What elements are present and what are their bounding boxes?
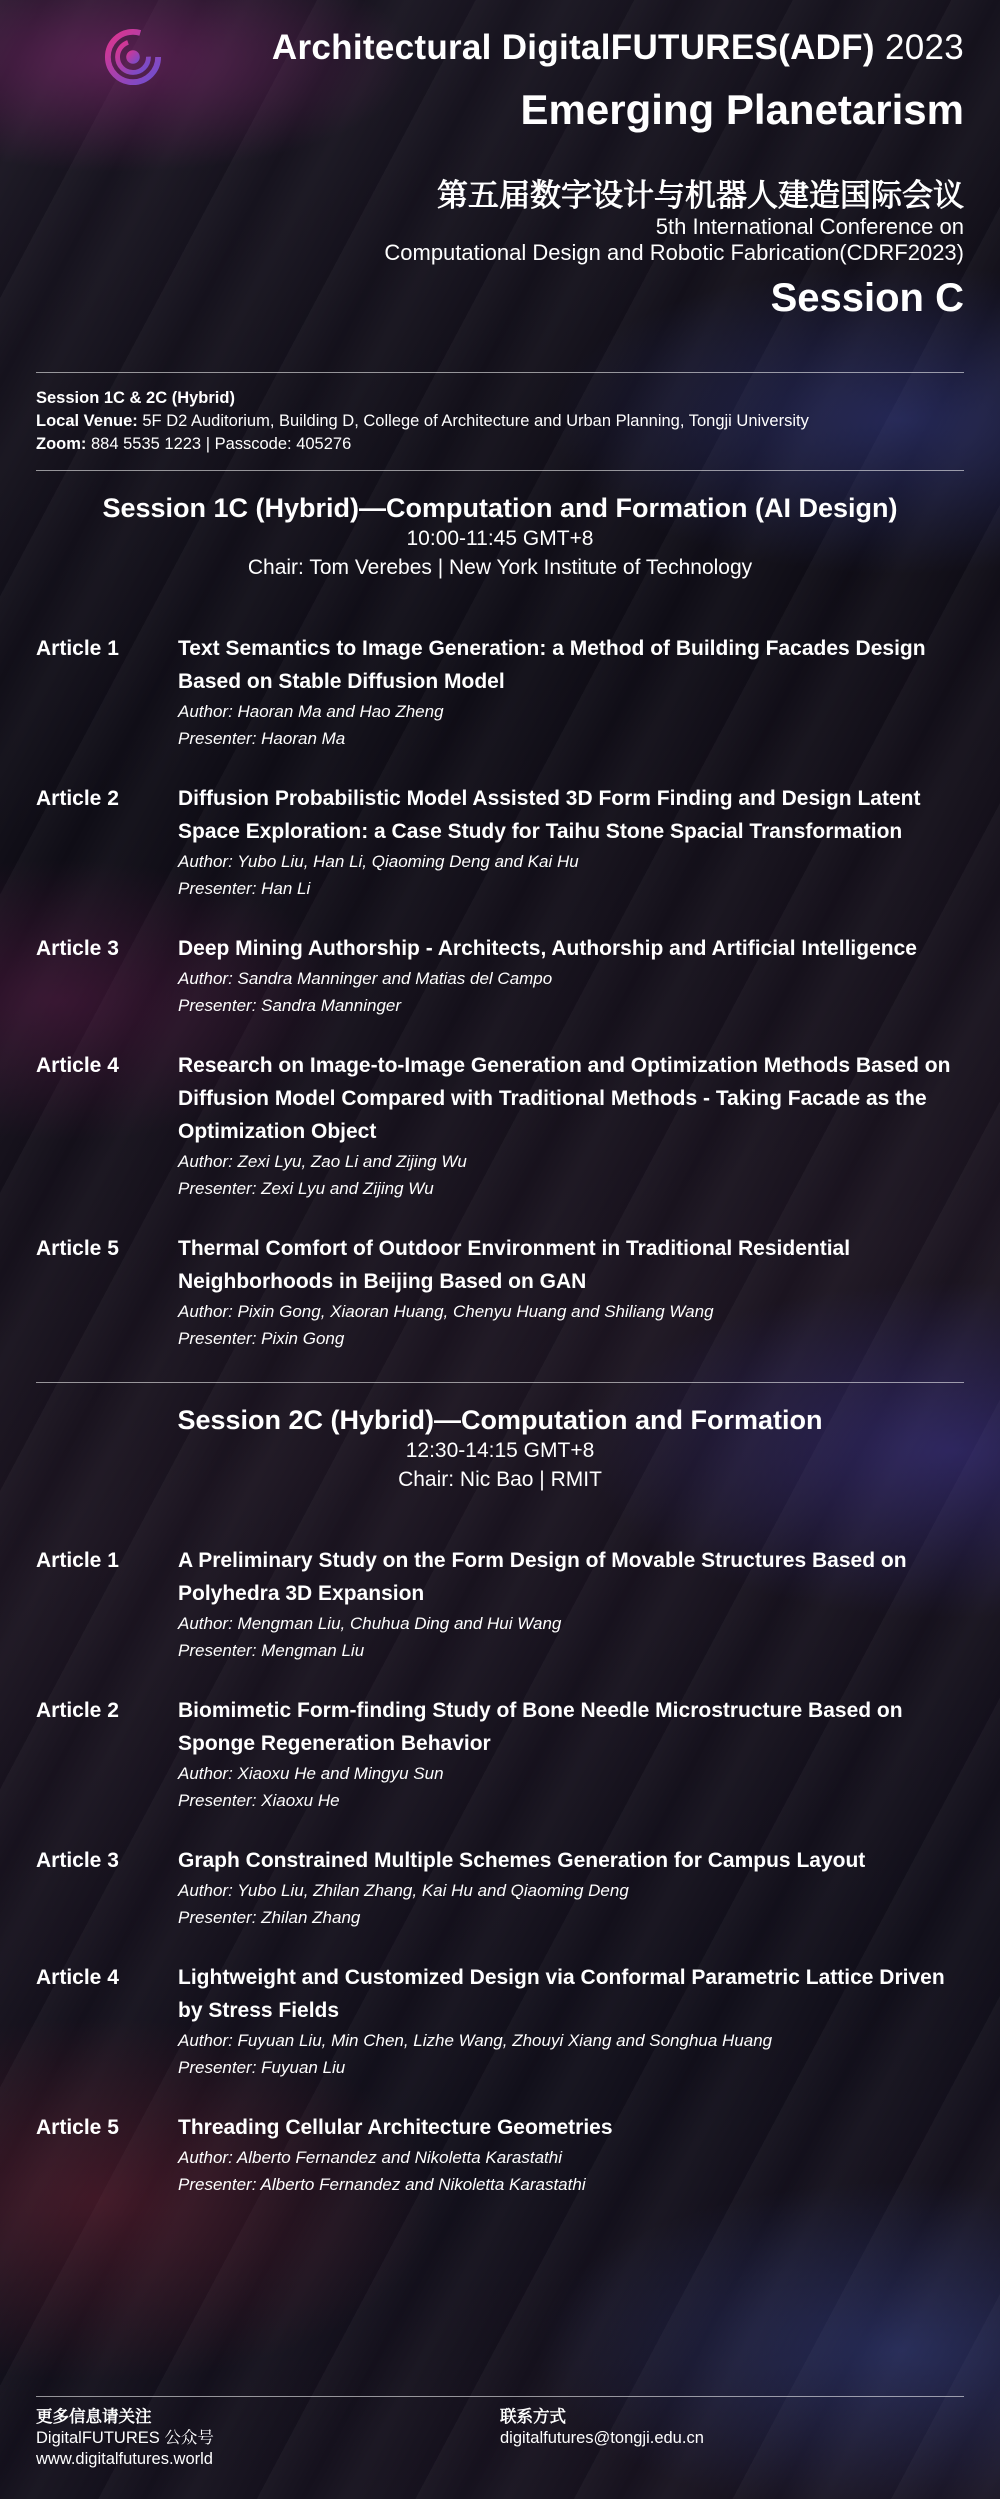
- follow-label: 更多信息请关注: [36, 2408, 152, 2426]
- divider: [36, 470, 964, 471]
- session-2c-articles: [36, 1544, 964, 2198]
- header: [36, 0, 964, 372]
- local-venue-value: 5F D2 Auditorium, Building D, College of Architecture and Urban Planning, Tongji University: [142, 412, 809, 430]
- brand-name: Architectural DigitalFUTURES(ADF): [271, 28, 875, 67]
- conference-title-cn: 第五届数字设计与机器人建造国际会议: [437, 178, 964, 213]
- local-venue-label: Local Venue:: [36, 412, 138, 430]
- article-presenter: Presenter: Pixin Gong: [178, 1329, 345, 1348]
- contact-label: 联系方式: [500, 2408, 566, 2426]
- brand-year: 2023: [884, 28, 964, 67]
- article-title: Diffusion Probabilistic Model Assisted 3D Form Finding and Design Latent Space Exploration: a Case Study for Taihu Stone Spacial Transformation: [178, 787, 921, 843]
- website-link[interactable]: www.digitalfutures.world: [36, 2450, 213, 2468]
- article-presenter: Presenter: Alberto Fernandez and Nikoletta Karastathi: [178, 2175, 586, 2194]
- theme-title: Emerging Planetarism: [520, 86, 964, 133]
- article-title: Graph Constrained Multiple Schemes Generation for Campus Layout: [178, 1849, 866, 1872]
- article-item: [36, 1694, 964, 1814]
- session-title: Session 2C (Hybrid)—Computation and Formation: [177, 1405, 823, 1435]
- article-author: Author: Yubo Liu, Han Li, Qiaoming Deng and Kai Hu: [178, 852, 579, 871]
- article-number: Article 4: [36, 1966, 119, 1989]
- article-number: Article 1: [36, 1549, 119, 1572]
- contact-info: [500, 2407, 964, 2470]
- session-title: Session C: [770, 276, 964, 320]
- article-item: [36, 1961, 964, 2081]
- article-author: Author: Xiaoxu He and Mingyu Sun: [178, 1764, 444, 1783]
- article-number: Article 3: [36, 937, 119, 960]
- article-title: Threading Cellular Architecture Geometries: [178, 2116, 613, 2139]
- zoom-label: Zoom:: [36, 435, 87, 453]
- article-number: Article 1: [36, 637, 119, 660]
- article-item: [36, 782, 964, 902]
- article-author: Author: Yubo Liu, Zhilan Zhang, Kai Hu and Qiaoming Deng: [178, 1881, 629, 1900]
- article-title: Thermal Comfort of Outdoor Environment in Traditional Residential Neighborhoods in Beijing Based on GAN: [178, 1237, 851, 1293]
- article-presenter: Presenter: Haoran Ma: [178, 729, 346, 748]
- wechat-account: DigitalFUTURES 公众号: [36, 2429, 214, 2447]
- article-number: Article 3: [36, 1849, 119, 1872]
- contact-email[interactable]: digitalfutures@tongji.edu.cn: [500, 2429, 704, 2447]
- zoom-value: 884 5535 1223 | Passcode: 405276: [91, 435, 352, 453]
- article-author: Author: Haoran Ma and Hao Zheng: [178, 702, 444, 721]
- article-item: [36, 1232, 964, 1352]
- session-time: 12:30-14:15 GMT+8: [405, 1439, 595, 1462]
- article-author: Author: Zexi Lyu, Zao Li and Zijing Wu: [178, 1152, 467, 1171]
- session-chair: Chair: Nic Bao | RMIT: [398, 1468, 602, 1491]
- article-number: Article 5: [36, 2116, 119, 2139]
- conference-title-en-2: Computational Design and Robotic Fabrication(CDRF2023): [384, 240, 964, 265]
- session-chair: Chair: Tom Verebes | New York Institute of Technology: [247, 556, 753, 579]
- article-item: [36, 1544, 964, 1664]
- article-presenter: Presenter: Xiaoxu He: [178, 1791, 340, 1810]
- article-title: Biomimetic Form-finding Study of Bone Needle Microstructure Based on Sponge Regeneration Behavior: [178, 1699, 903, 1755]
- session-title: Session 1C (Hybrid)—Computation and Formation (AI Design): [102, 493, 898, 523]
- article-item: [36, 1049, 964, 1202]
- session-2c-header: [36, 1405, 964, 1494]
- article-author: Author: Sandra Manninger and Matias del Campo: [178, 969, 553, 988]
- article-number: Article 4: [36, 1054, 119, 1077]
- article-title: Lightweight and Customized Design via Conformal Parametric Lattice Driven by Stress Fields: [178, 1966, 945, 2022]
- article-author: Author: Pixin Gong, Xiaoran Huang, Chenyu Huang and Shiliang Wang: [178, 1302, 714, 1321]
- article-presenter: Presenter: Zhilan Zhang: [178, 1908, 361, 1927]
- article-item: [36, 1844, 964, 1931]
- venue-title: Session 1C & 2C (Hybrid): [36, 389, 235, 407]
- article-presenter: Presenter: Han Li: [178, 879, 311, 898]
- article-presenter: Presenter: Sandra Manninger: [178, 996, 402, 1015]
- divider: [36, 1382, 964, 1383]
- follow-info: [36, 2407, 500, 2470]
- article-number: Article 5: [36, 1237, 119, 1260]
- venue-info: [36, 373, 964, 470]
- article-title: Text Semantics to Image Generation: a Method of Building Facades Design Based on Stable Diffusion Model: [178, 637, 926, 693]
- poster: [36, 0, 964, 2228]
- article-presenter: Presenter: Zexi Lyu and Zijing Wu: [178, 1179, 434, 1198]
- article-author: Author: Fuyuan Liu, Min Chen, Lizhe Wang, Zhouyi Xiang and Songhua Huang: [178, 2031, 773, 2050]
- article-item: [36, 932, 964, 1019]
- article-title: Deep Mining Authorship - Architects, Authorship and Artificial Intelligence: [178, 937, 917, 960]
- session-1c-articles: [36, 632, 964, 1352]
- article-item: [36, 2111, 964, 2198]
- article-author: Author: Alberto Fernandez and Nikoletta Karastathi: [178, 2148, 562, 2167]
- footer: [36, 2396, 964, 2470]
- article-item: [36, 632, 964, 752]
- article-number: Article 2: [36, 1699, 119, 1722]
- conference-title-en-1: 5th International Conference on: [655, 214, 964, 239]
- article-author: Author: Mengman Liu, Chuhua Ding and Hui Wang: [178, 1614, 562, 1633]
- article-presenter: Presenter: Mengman Liu: [178, 1641, 365, 1660]
- article-title: A Preliminary Study on the Form Design of Movable Structures Based on Polyhedra 3D Expansion: [178, 1549, 907, 1605]
- article-presenter: Presenter: Fuyuan Liu: [178, 2058, 346, 2077]
- article-number: Article 2: [36, 787, 119, 810]
- brand-line: [272, 28, 964, 68]
- session-1c-header: [36, 493, 964, 582]
- session-time: 10:00-11:45 GMT+8: [406, 527, 594, 550]
- article-title: Research on Image-to-Image Generation and Optimization Methods Based on Diffusion Model Compared with Traditional Methods - Taking Facade as the Optimization Object: [178, 1054, 951, 1143]
